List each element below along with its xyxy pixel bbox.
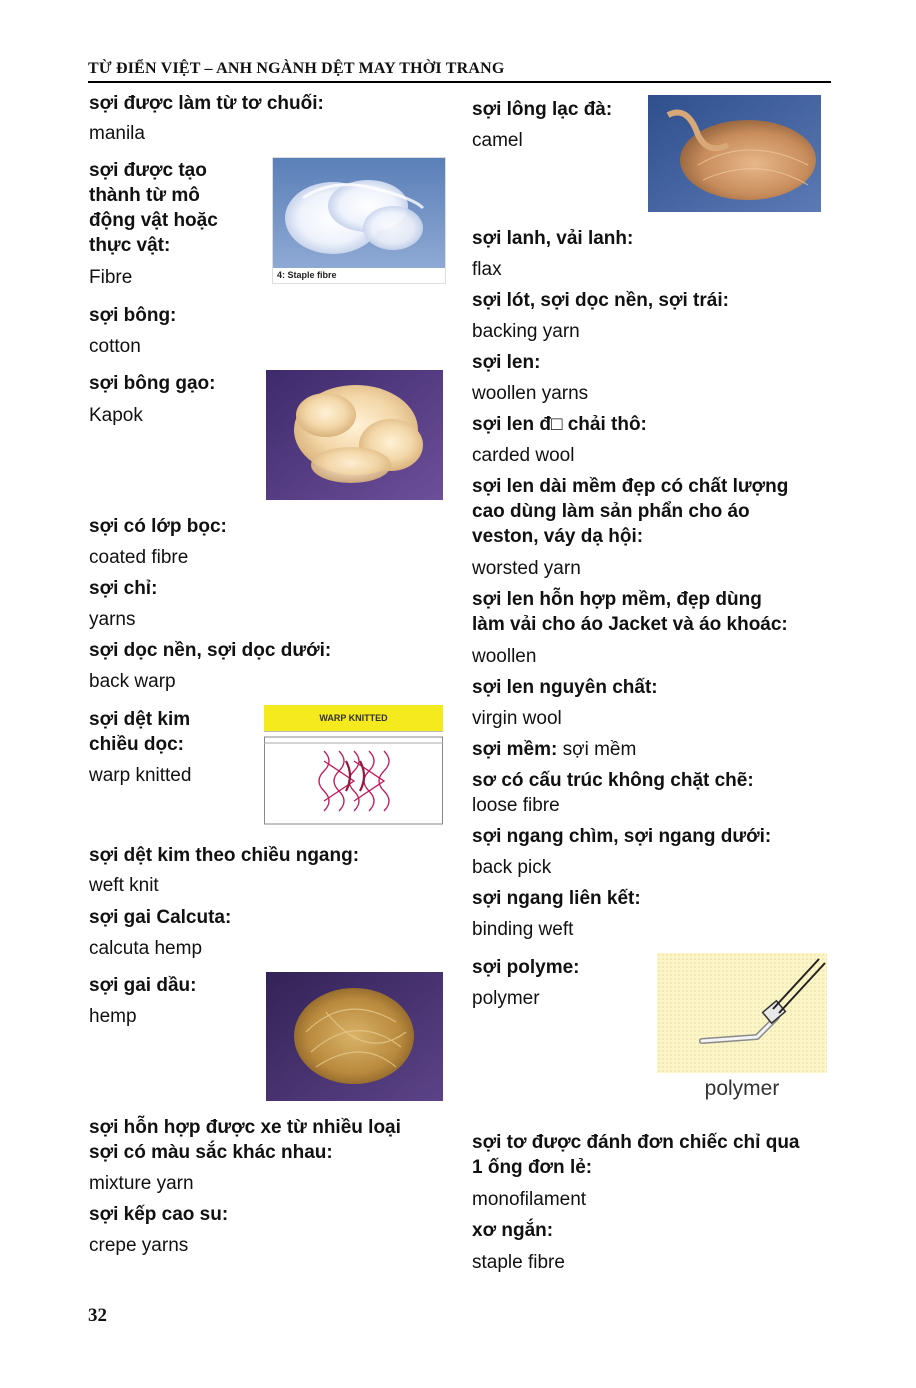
term-vn: sơ có cấu trúc không chặt chẽ:: [472, 770, 754, 791]
term-vn: cao dùng làm sản phẩn cho áo: [472, 501, 750, 522]
term-en: Fibre: [89, 267, 133, 288]
term-en: weft knit: [89, 875, 159, 896]
camel-hair-photo: [648, 95, 821, 212]
term-en: virgin wool: [472, 708, 562, 729]
term-vn: sợi ngang chìm, sợi ngang dưới:: [472, 826, 772, 847]
term-en: coated fibre: [89, 547, 189, 568]
term-en: back pick: [472, 857, 552, 878]
page-number: 32: [88, 1305, 107, 1326]
term-vn: sợi lanh, vải lanh:: [472, 228, 634, 249]
term-en: warp knitted: [89, 765, 192, 786]
term-en: woollen yarns: [472, 383, 589, 404]
term-vn: veston, váy dạ hội:: [472, 526, 644, 547]
term-en: monofilament: [472, 1189, 587, 1210]
header-rule: [88, 81, 831, 83]
term-vn: sợi lông lạc đà:: [472, 99, 613, 120]
term-vn: sợi len:: [472, 352, 541, 373]
running-header: TỪ ĐIỂN VIỆT – ANH NGÀNH DỆT MAY THỜI TRANG: [88, 60, 505, 77]
term-vn: 1 ống đơn lẻ:: [472, 1157, 593, 1178]
term-en: cotton: [89, 336, 141, 357]
term-en: Kapok: [89, 405, 143, 426]
term-vn: sợi có màu sắc khác nhau:: [89, 1142, 333, 1163]
term-en: camel: [472, 130, 523, 151]
polymer-illustration: [657, 953, 827, 1108]
term-vn: xơ ngắn:: [472, 1220, 554, 1241]
term-vn: sợi polyme:: [472, 957, 580, 978]
term-en: staple fibre: [472, 1252, 565, 1273]
term-vn: sợi len dài mềm đẹp có chất lượng: [472, 476, 789, 497]
term-en: mixture yarn: [89, 1173, 194, 1194]
term-vn: sợi tơ được đánh đơn chiếc chỉ qua: [472, 1132, 800, 1153]
hemp-photo: [266, 972, 443, 1101]
term-vn: thực vật:: [89, 235, 171, 256]
term-vn: sợi bông:: [89, 305, 177, 326]
term-vn: sợi được làm từ tơ chuối:: [89, 93, 324, 114]
diagram-banner: WARP KNITTED: [264, 705, 443, 732]
term-en: backing yarn: [472, 321, 580, 342]
term-vn: sợi lót, sợi dọc nền, sợi trái:: [472, 290, 729, 311]
term-en: manila: [89, 123, 145, 144]
term-vn: sợi mềm:: [472, 739, 558, 760]
term-vn: sợi dệt kim: [89, 709, 191, 730]
term-en: polymer: [472, 988, 540, 1009]
term-en: back warp: [89, 671, 176, 692]
term-vn: sợi len nguyên chất:: [472, 677, 658, 698]
term-en: carded wool: [472, 445, 575, 466]
term-en: sợi mềm: [557, 739, 637, 760]
term-vn: chiều dọc:: [89, 734, 185, 755]
term-vn: thành từ mô: [89, 185, 200, 206]
term-vn: động vật hoặc: [89, 210, 218, 231]
term-en: crepe yarns: [89, 1235, 189, 1256]
term-row: [472, 737, 636, 762]
term-vn: sợi bông gạo:: [89, 373, 216, 394]
term-en: binding weft: [472, 919, 574, 940]
term-vn: sợi hỗn hợp được xe từ nhiều loại: [89, 1117, 401, 1138]
term-en: loose fibre: [472, 795, 560, 816]
term-vn: sợi kếp cao su:: [89, 1204, 229, 1225]
kapok-photo: [266, 370, 443, 500]
term-en: hemp: [89, 1006, 137, 1027]
term-vn: sợi dệt kim theo chiều ngang:: [89, 845, 360, 866]
figure-caption: polymer: [704, 1077, 780, 1100]
term-en: yarns: [89, 609, 136, 630]
term-en: calcuta hemp: [89, 938, 203, 959]
term-vn: sợi dọc nền, sợi dọc dưới:: [89, 640, 332, 661]
term-vn: sợi chỉ:: [89, 578, 158, 599]
term-en: flax: [472, 259, 502, 280]
warp-knitted-diagram: [264, 705, 443, 825]
staple-fibre-photo: [272, 157, 446, 284]
term-vn: sợi được tạo: [89, 160, 207, 181]
term-vn: sợi len hỗn hợp mềm, đẹp dùng: [472, 589, 762, 610]
term-vn: sợi len đ□ chải thô:: [472, 414, 647, 435]
term-vn: sợi có lớp bọc:: [89, 516, 227, 537]
term-vn: sợi gai dầu:: [89, 975, 197, 996]
term-vn: sợi ngang liên kết:: [472, 888, 641, 909]
term-vn: làm vải cho áo Jacket và áo khoác:: [472, 614, 788, 635]
term-en: woollen: [472, 646, 537, 667]
figure-caption: 4: Staple fibre: [277, 270, 337, 280]
term-en: worsted yarn: [472, 558, 581, 579]
term-vn: sợi gai Calcuta:: [89, 907, 232, 928]
